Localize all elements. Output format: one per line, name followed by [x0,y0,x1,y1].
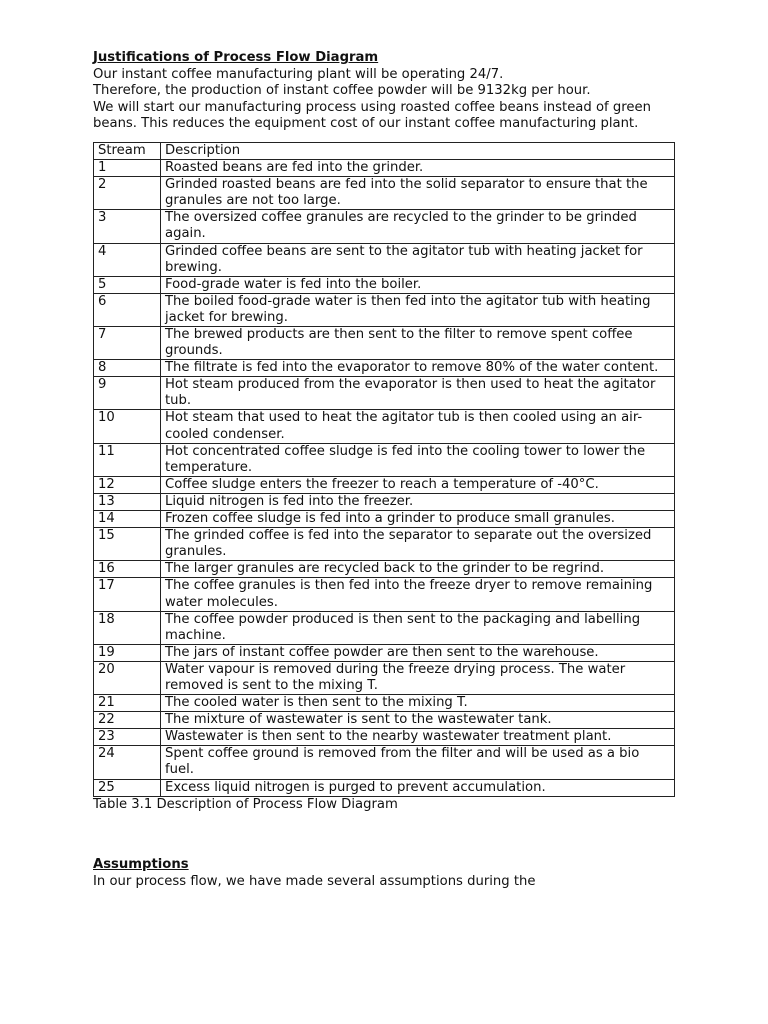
stream-description-cell: The larger granules are recycled back to the grinder to be regrind. [161,561,675,578]
stream-description-cell: The brewed products are then sent to the filter to remove spent coffee grounds. [161,327,675,360]
stream-number-cell: 9 [94,377,161,410]
table-row [94,611,675,644]
stream-description-table [93,142,675,797]
table-row [94,410,675,443]
stream-description-cell: The boiled food-grade water is then fed into the agitator tub with heating jacket for brewing. [161,293,675,326]
table-row [94,746,675,779]
stream-number-cell: 24 [94,746,161,779]
stream-description-cell: The cooled water is then sent to the mixing T. [161,695,675,712]
stream-description-cell: Excess liquid nitrogen is purged to prevent accumulation. [161,779,675,796]
stream-description-cell: Roasted beans are fed into the grinder. [161,160,675,177]
table-row [94,578,675,611]
table-row [94,712,675,729]
stream-description-cell: Hot steam produced from the evaporator is then used to heat the agitator tub. [161,377,675,410]
stream-description-cell: Grinded coffee beans are sent to the agitator tub with heating jacket for brewing. [161,243,675,276]
stream-number-cell: 22 [94,712,161,729]
stream-number-cell: 1 [94,160,161,177]
stream-description-cell: The grinded coffee is fed into the separator to separate out the oversized granules. [161,528,675,561]
section-heading-justifications: Justifications of Process Flow Diagram [93,50,379,65]
stream-number-cell: 2 [94,177,161,210]
stream-description-cell: Food-grade water is fed into the boiler. [161,276,675,293]
stream-description-cell: Coffee sludge enters the freezer to reach a temperature of -40°C. [161,476,675,493]
stream-description-cell: Wastewater is then sent to the nearby wastewater treatment plant. [161,729,675,746]
assumptions-section [93,857,678,890]
table-row [94,476,675,493]
stream-number-cell: 13 [94,493,161,510]
stream-description-cell: The oversized coffee granules are recycled to the grinder to be grinded again. [161,210,675,243]
table-row [94,293,675,326]
stream-number-cell: 8 [94,360,161,377]
header-description: Description [161,142,675,159]
stream-number-cell: 20 [94,661,161,694]
table-row [94,511,675,528]
table-caption: Table 3.1 Description of Process Flow Diagram [93,796,398,812]
stream-number-cell: 7 [94,327,161,360]
table-header-row [94,142,675,159]
table-row [94,327,675,360]
stream-number-cell: 23 [94,729,161,746]
stream-description-cell: Hot concentrated coffee sludge is fed into the cooling tower to lower the temperature. [161,443,675,476]
header-stream: Stream [94,142,161,159]
stream-description-cell: The jars of instant coffee powder are then sent to the warehouse. [161,644,675,661]
stream-number-cell: 4 [94,243,161,276]
stream-description-cell: The coffee granules is then fed into the freeze dryer to remove remaining water molecules. [161,578,675,611]
assumptions-paragraph: In our process flow, we have made several assumptions during the [93,873,536,889]
stream-number-cell: 6 [94,293,161,326]
stream-description-cell: Spent coffee ground is removed from the filter and will be used as a bio fuel. [161,746,675,779]
table-row [94,779,675,796]
table-row [94,443,675,476]
stream-number-cell: 11 [94,443,161,476]
intro-paragraph-1: Our instant coffee manufacturing plant will be operating 24/7. [93,66,504,82]
table-row [94,210,675,243]
stream-number-cell: 14 [94,511,161,528]
document-page [93,50,678,890]
table-body [94,160,675,797]
table-row [94,276,675,293]
stream-number-cell: 16 [94,561,161,578]
stream-number-cell: 15 [94,528,161,561]
section-heading-assumptions: Assumptions [93,857,189,873]
table-row [94,360,675,377]
table-row [94,561,675,578]
stream-number-cell: 5 [94,276,161,293]
table-row [94,243,675,276]
stream-number-cell: 18 [94,611,161,644]
stream-number-cell: 10 [94,410,161,443]
table-row [94,177,675,210]
stream-description-cell: The mixture of wastewater is sent to the wastewater tank. [161,712,675,729]
table-row [94,377,675,410]
intro-paragraph-3: We will start our manufacturing process using roasted coffee beans instead of green beans. This reduces the equipment cost of our instant coffee manufacturing plant. [93,99,651,132]
table-row [94,528,675,561]
stream-description-cell: Frozen coffee sludge is fed into a grinder to produce small granules. [161,511,675,528]
stream-description-cell: Hot steam that used to heat the agitator tub is then cooled using an air-cooled condenser. [161,410,675,443]
stream-description-cell: Grinded roasted beans are fed into the solid separator to ensure that the granules are not too large. [161,177,675,210]
stream-number-cell: 12 [94,476,161,493]
stream-description-cell: Water vapour is removed during the freeze drying process. The water removed is sent to the mixing T. [161,661,675,694]
table-row [94,695,675,712]
stream-number-cell: 17 [94,578,161,611]
table-row [94,644,675,661]
table-row [94,661,675,694]
stream-description-cell: The filtrate is fed into the evaporator to remove 80% of the water content. [161,360,675,377]
table-row [94,729,675,746]
stream-number-cell: 21 [94,695,161,712]
stream-description-cell: The coffee powder produced is then sent to the packaging and labelling machine. [161,611,675,644]
stream-number-cell: 3 [94,210,161,243]
stream-number-cell: 19 [94,644,161,661]
stream-description-cell: Liquid nitrogen is fed into the freezer. [161,493,675,510]
table-row [94,493,675,510]
intro-section [93,50,678,133]
table-row [94,160,675,177]
stream-number-cell: 25 [94,779,161,796]
intro-paragraph-2: Therefore, the production of instant coffee powder will be 9132kg per hour. [93,83,591,99]
